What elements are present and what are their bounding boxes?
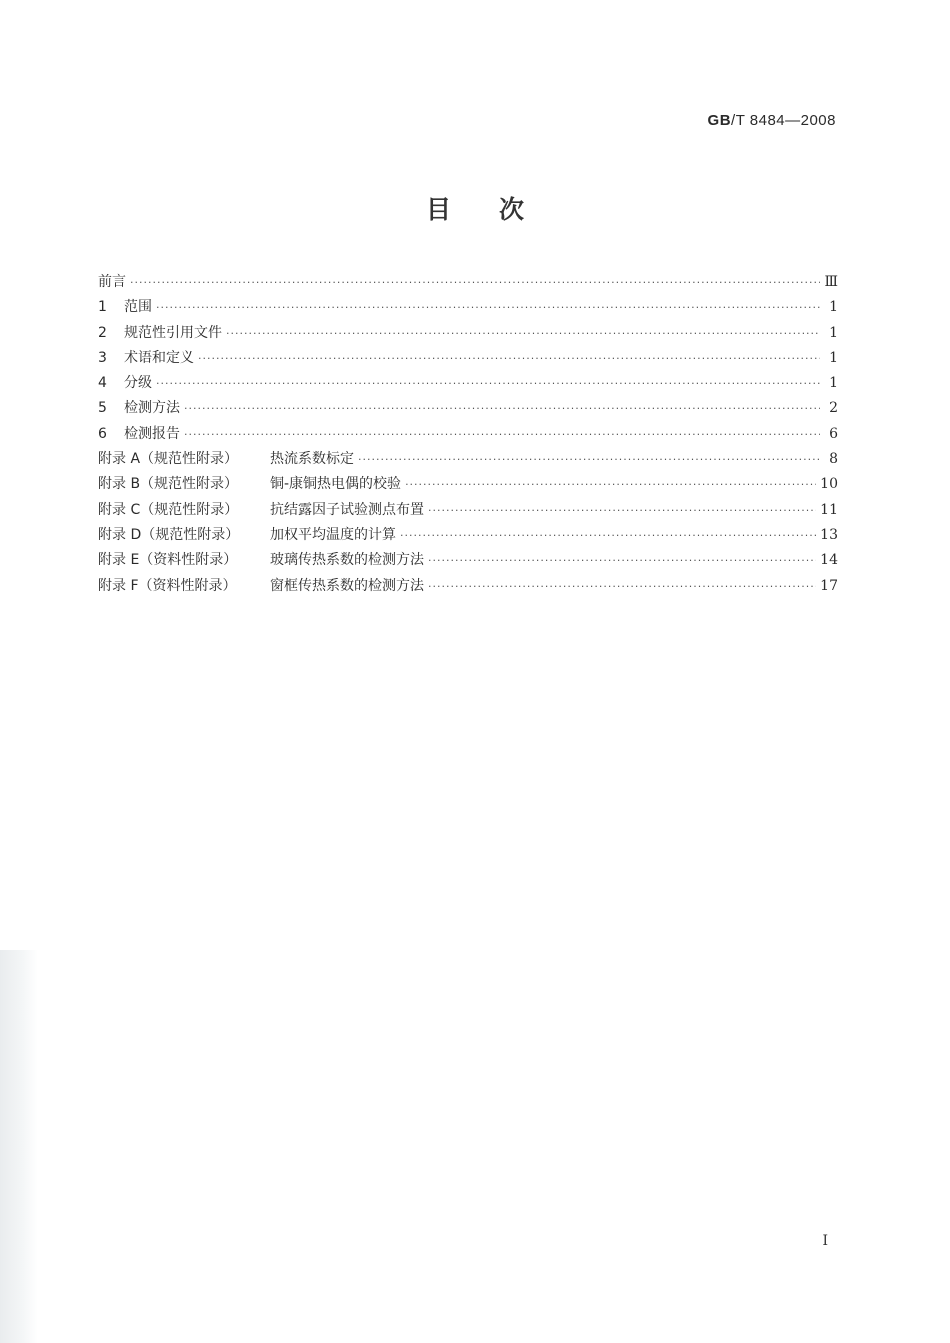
toc-section-number: 4 <box>98 375 107 392</box>
toc-entry-label <box>98 371 156 396</box>
toc-entry-label <box>98 548 428 573</box>
toc-entry-label <box>98 523 400 548</box>
toc-entry-text: 加权平均温度的计算 <box>270 526 396 543</box>
toc-dot-leader <box>405 472 816 497</box>
toc-dot-leader <box>428 574 816 599</box>
toc-annex-prefix: 附录 E（资料性附录） <box>98 552 238 569</box>
toc-entry-3[interactable] <box>98 346 838 371</box>
toc-entry-annex-c[interactable] <box>98 498 838 523</box>
toc-dot-leader <box>358 447 820 472</box>
toc-entry-6[interactable] <box>98 422 838 447</box>
toc-dot-leader <box>428 498 816 523</box>
toc-entry-text: 检测方法 <box>124 400 180 417</box>
toc-page-number: 11 <box>820 501 838 518</box>
toc-entry-foreword[interactable] <box>98 270 838 295</box>
table-of-contents <box>98 270 838 599</box>
toc-section-number: 5 <box>98 400 107 417</box>
scan-edge-shading <box>0 950 38 1343</box>
toc-entry-text: 检测报告 <box>124 425 180 442</box>
toc-entry-label <box>98 574 428 599</box>
toc-page-number: 2 <box>829 400 838 417</box>
toc-entry-1[interactable] <box>98 295 838 320</box>
toc-entry-label <box>98 447 358 472</box>
toc-dot-leader <box>198 346 820 371</box>
toc-entry-text: 窗框传热系数的检测方法 <box>270 577 424 594</box>
standard-prefix: GB <box>707 112 732 129</box>
toc-section-number: 1 <box>98 299 107 316</box>
toc-entry-text: 抗结露因子试验测点布置 <box>270 501 424 518</box>
toc-annex-prefix: 附录 B（规范性附录） <box>98 476 239 493</box>
toc-dot-leader <box>400 523 816 548</box>
toc-page-number: 1 <box>829 375 838 392</box>
toc-annex-prefix: 附录 A（规范性附录） <box>98 451 239 468</box>
toc-entry-4[interactable] <box>98 371 838 396</box>
page-title: 目次 <box>425 195 572 224</box>
toc-entry-label <box>98 472 405 497</box>
toc-entry-text: 玻璃传热系数的检测方法 <box>270 552 424 569</box>
toc-entry-annex-a[interactable] <box>98 447 838 472</box>
toc-dot-leader <box>184 422 820 447</box>
toc-entry-annex-f[interactable] <box>98 574 838 599</box>
toc-entry-text: 铜-康铜热电偶的校验 <box>270 476 402 493</box>
toc-page-number: 1 <box>829 299 838 316</box>
toc-entry-label <box>98 321 226 346</box>
toc-entry-label <box>98 295 156 320</box>
toc-entry-label <box>98 396 184 421</box>
toc-page-number: 14 <box>820 552 838 569</box>
toc-page-number: 6 <box>829 425 838 442</box>
toc-entry-text: 热流系数标定 <box>270 451 354 468</box>
toc-annex-prefix: 附录 D（规范性附录） <box>98 526 240 543</box>
toc-entry-label <box>98 346 198 371</box>
toc-dot-leader <box>156 295 820 320</box>
page-number: I <box>822 1233 828 1249</box>
toc-dot-leader <box>156 371 820 396</box>
toc-page-number: 8 <box>829 451 838 468</box>
toc-page-number: 17 <box>820 577 838 594</box>
toc-entry-text: 术语和定义 <box>124 349 194 366</box>
toc-page-number: 1 <box>829 324 838 341</box>
toc-entry-5[interactable] <box>98 396 838 421</box>
toc-dot-leader <box>226 321 820 346</box>
toc-entry-annex-e[interactable] <box>98 548 838 573</box>
toc-entry-text: 分级 <box>124 375 152 392</box>
toc-entry-text: 前言 <box>98 274 126 290</box>
toc-entry-label <box>98 270 130 295</box>
toc-annex-prefix: 附录 C（规范性附录） <box>98 501 239 518</box>
toc-entry-annex-b[interactable] <box>98 472 838 497</box>
toc-dot-leader <box>130 270 820 295</box>
toc-entry-2[interactable] <box>98 321 838 346</box>
toc-entry-label <box>98 498 428 523</box>
toc-section-number: 2 <box>98 324 107 341</box>
toc-page-number: 10 <box>820 476 838 493</box>
toc-page-number: Ⅲ <box>824 274 838 290</box>
toc-section-number: 3 <box>98 349 107 366</box>
toc-section-number: 6 <box>98 425 107 442</box>
toc-entry-text: 范围 <box>124 299 152 316</box>
toc-dot-leader <box>184 396 820 421</box>
toc-entry-annex-d[interactable] <box>98 523 838 548</box>
standard-code: /T 8484—2008 <box>731 112 836 129</box>
toc-dot-leader <box>428 548 816 573</box>
toc-annex-prefix: 附录 F（资料性附录） <box>98 577 237 594</box>
standard-number <box>708 112 836 129</box>
toc-page-number: 1 <box>829 349 838 366</box>
toc-entry-label <box>98 422 184 447</box>
toc-page-number: 13 <box>820 526 838 543</box>
toc-entry-text: 规范性引用文件 <box>124 324 222 341</box>
